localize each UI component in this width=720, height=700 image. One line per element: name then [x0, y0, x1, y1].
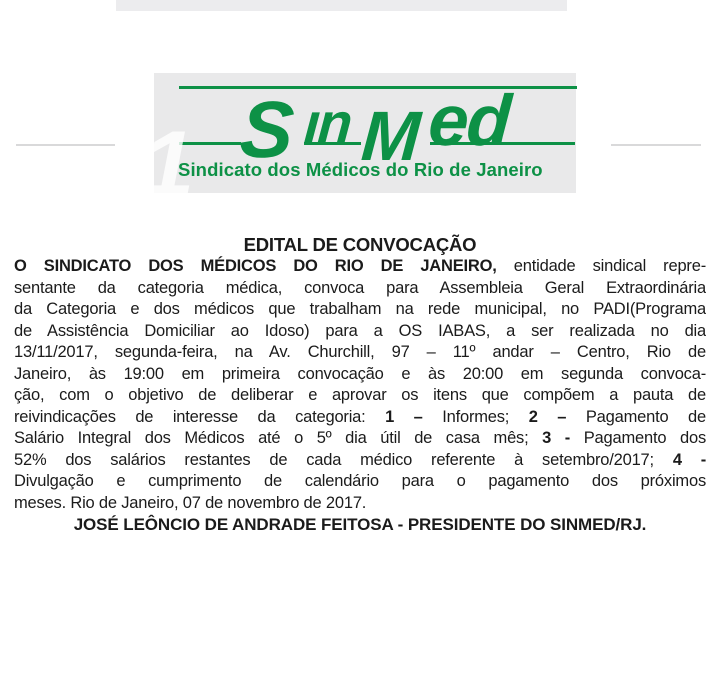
notice-text: meses. Rio de Janeiro, 07 de novembro de 2017.: [14, 493, 367, 512]
notice-line: [14, 450, 706, 472]
wordmark-letters-ed: ed: [426, 81, 512, 161]
notice-line: [14, 493, 706, 515]
notice-text-bold: 4 -: [672, 450, 706, 469]
notice-text: ção, com o objetivo de deliberar e aprovar os itens que compõem a pauta de: [14, 386, 706, 404]
divider-rule-left: [16, 144, 115, 146]
notice-line: [14, 471, 706, 493]
notice-line: [14, 385, 706, 407]
divider-rule-right: [611, 144, 701, 146]
sinmed-logo: [142, 73, 576, 216]
notice-line: [14, 428, 706, 450]
wordmark-letter-m: M: [359, 97, 421, 175]
notice-text: 52% dos salários restantes de cada médico referente à setembro/2017;: [14, 450, 673, 469]
notice-signature: JOSÉ LEÔNCIO DE ANDRADE FEITOSA - PRESIDENTE DO SINMED/RJ.: [73, 515, 647, 534]
notice-text: Pagamento dos: [570, 429, 706, 447]
notice-paragraph: [14, 256, 706, 514]
notice-text: Janeiro, às 19:00 em primeira convocação e às 20:00 em segunda convoca-: [14, 364, 706, 383]
notice-line: [14, 321, 706, 343]
notice-line: [14, 364, 706, 386]
notice-line: [14, 342, 706, 364]
notice-text: 13/11/2017, segunda-feira, na Av. Churchill, 97 – 11º andar – Centro, Rio de: [14, 343, 706, 361]
convocation-notice: [14, 234, 706, 536]
notice-line: [14, 299, 706, 321]
notice-line: [14, 407, 706, 429]
notice-line: [14, 278, 706, 300]
logo-watermark-numeral: 1: [142, 111, 195, 216]
wordmark-letter-s: S: [237, 85, 295, 174]
notice-text: de Assistência Domiciliar ao Idoso) para a OS IABAS, a ser realizada no dia: [14, 321, 706, 340]
notice-title: EDITAL DE CONVOCAÇÃO: [243, 234, 477, 255]
notice-text-bold: O SINDICATO DOS MÉDICOS DO RIO DE JANEIRO,: [14, 257, 497, 275]
notice-text: Salário Integral dos Médicos até o 5º dia útil de casa mês;: [14, 429, 543, 447]
notice-text: entidade sindical repre-: [496, 257, 706, 275]
logo-subtitle: Sindicato dos Médicos do Rio de Janeiro: [178, 159, 543, 180]
notice-text: Divulgação e cumprimento de calendário para o pagamento dos próximos: [14, 472, 706, 490]
notice-text: Pagamento de: [566, 407, 706, 426]
top-gray-bar: [116, 0, 567, 11]
notice-text: reivindicações de interesse da categoria:: [14, 407, 386, 426]
wordmark-letters-in: ın: [302, 91, 353, 154]
notice-text-bold: 1 –: [385, 407, 423, 426]
notice-text-bold: 2 –: [528, 407, 567, 426]
notice-text: Informes;: [422, 407, 529, 426]
notice-text-bold: 3 -: [542, 429, 571, 447]
notice-text: da Categoria e dos médicos que trabalham na rede municipal, no PADI(Programa: [14, 300, 706, 318]
notice-text: sentante da categoria médica, convoca para Assembleia Geral Extraordinária: [14, 278, 706, 297]
notice-line: [14, 256, 706, 278]
